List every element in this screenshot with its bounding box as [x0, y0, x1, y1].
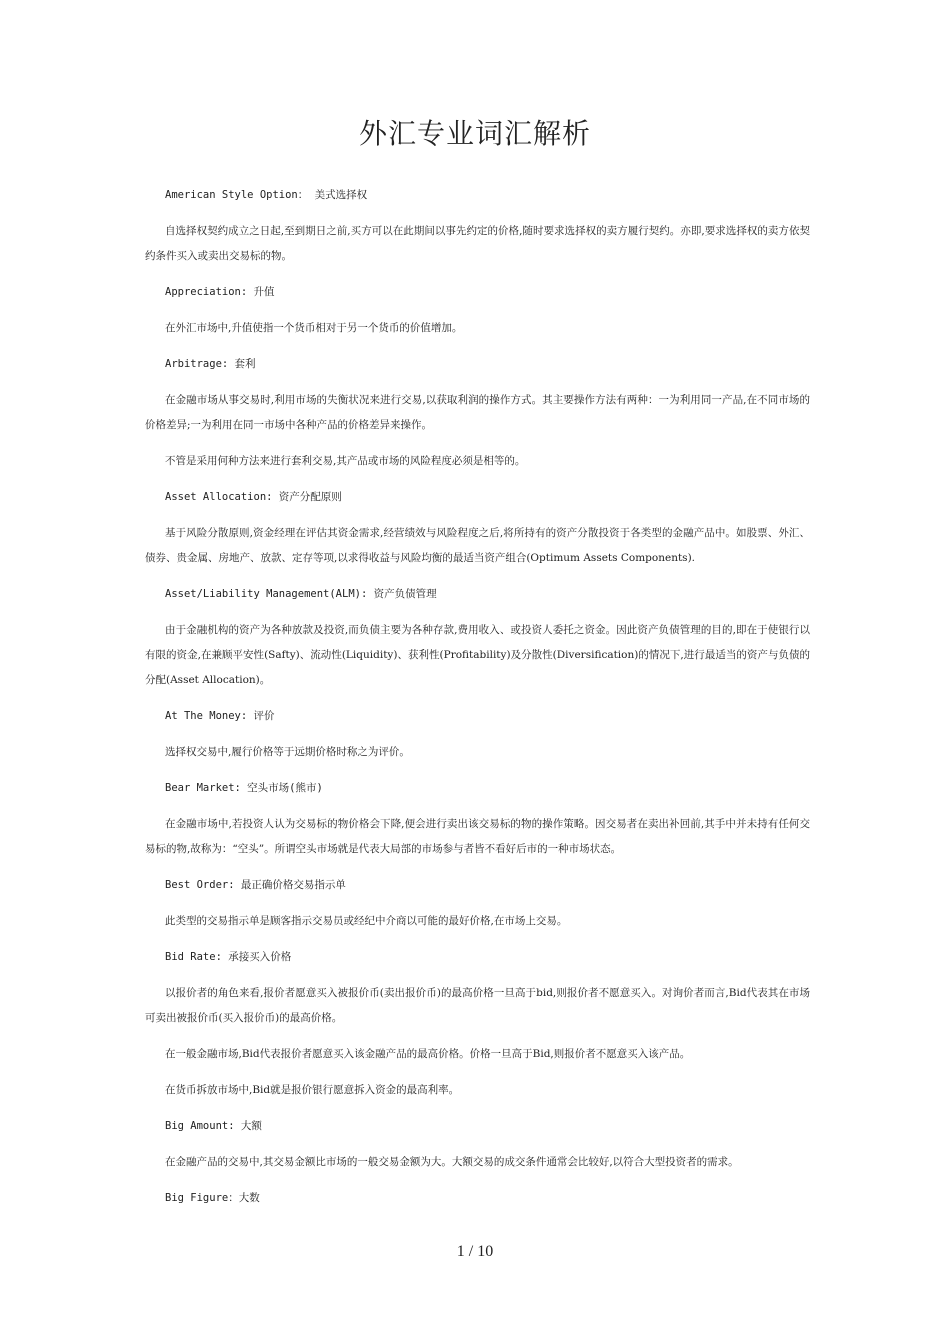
page-title: 外汇专业词汇解析 [358, 117, 591, 150]
glossary-term: At The Money: 评价 [165, 710, 275, 722]
glossary-term: Big Figure：大数 [165, 1192, 260, 1204]
glossary-term: American Style Option： 美式选择权 [165, 189, 368, 201]
glossary-term: Asset Allocation: 资产分配原则 [165, 491, 342, 503]
glossary-term: Bid Rate: 承接买入价格 [165, 951, 292, 963]
page-number: 1 / 10 [456, 1243, 494, 1260]
glossary-term: Big Amount: 大额 [165, 1120, 262, 1132]
definition-paragraph: 以报价者的角色来看,报价者愿意买入被报价币(卖出报价币)的最高价格一旦高于bid,则报价者不愿意买入。对询价者而言,Bid代表其在市场可卖出被报价币(买入报价币)的最高价格。 [145, 987, 810, 1024]
definition-paragraph: 由于金融机构的资产为各种放款及投资,而负债主要为各种存款,费用收入、或投资人委托之资金。因此资产负债管理的目的,即在于使银行以有限的资金,在兼顾平安性(Safty)、流动性(Liquidity)、获利性(Profitability)及分散性(Diversification)的情况下,进行最适当的资产与负债的分配(Asset Allocation)。 [145, 624, 810, 686]
definition-paragraph: 在外汇市场中,升值使指一个货币相对于另一个货币的价值增加。 [165, 322, 463, 334]
glossary-term: Asset/Liability Management(ALM): 资产负债管理 [165, 588, 437, 600]
definition-paragraph: 自选择权契约成立之日起,至到期日之前,买方可以在此期间以事先约定的价格,随时要求选择权的卖方履行契约。亦即,要求选择权的卖方依契约条件买入或卖出交易标的物。 [145, 225, 810, 262]
definition-paragraph: 在金融市场从事交易时,利用市场的失衡状况来进行交易,以获取利润的操作方式。其主要操作方法有两种：一为利用同一产品,在不同市场的价格差异;一为利用在同一市场中各种产品的价格差异来操作。 [145, 394, 810, 431]
glossary-term: Arbitrage: 套利 [165, 358, 256, 370]
glossary-term: Bear Market: 空头市场(熊市) [165, 782, 323, 794]
definition-paragraph: 不管是采用何种方法来进行套利交易,其产品或市场的风险程度必须是相等的。 [165, 455, 526, 467]
definition-paragraph: 在一般金融市场,Bid代表报价者愿意买入该金融产品的最高价格。价格一旦高于Bid,则报价者不愿意买入该产品。 [165, 1048, 691, 1060]
definition-paragraph: 在金融产品的交易中,其交易金额比市场的一般交易金额为大。大额交易的成交条件通常会比较好,以符合大型投资者的需求。 [165, 1156, 739, 1168]
definition-paragraph: 基于风险分散原则,资金经理在评估其资金需求,经营绩效与风险程度之后,将所持有的资产分散投资于各类型的金融产品中。如股票、外汇、债券、贵金属、房地产、放款、定存等项,以求得收益与风险均衡的最适当资产组合(Optimum Assets Components). [145, 527, 810, 564]
definition-paragraph: 在金融市场中,若投资人认为交易标的物价格会下降,便会进行卖出该交易标的物的操作策略。因交易者在卖出补回前,其手中并未持有任何交易标的物,故称为：“空头”。所谓空头市场就是代表大局部的市场参与者皆不看好后市的一种市场状态。 [145, 818, 810, 855]
definition-paragraph: 此类型的交易指示单是顾客指示交易员或经纪中介商以可能的最好价格,在市场上交易。 [165, 915, 568, 927]
definition-paragraph: 在货币拆放市场中,Bid就是报价银行愿意拆入资金的最高利率。 [165, 1084, 460, 1096]
definition-paragraph: 选择权交易中,履行价格等于远期价格时称之为评价。 [165, 746, 410, 758]
document-body [145, 183, 810, 1222]
glossary-term: Best Order: 最正确价格交易指示单 [165, 879, 346, 891]
glossary-term: Appreciation: 升值 [165, 286, 275, 298]
